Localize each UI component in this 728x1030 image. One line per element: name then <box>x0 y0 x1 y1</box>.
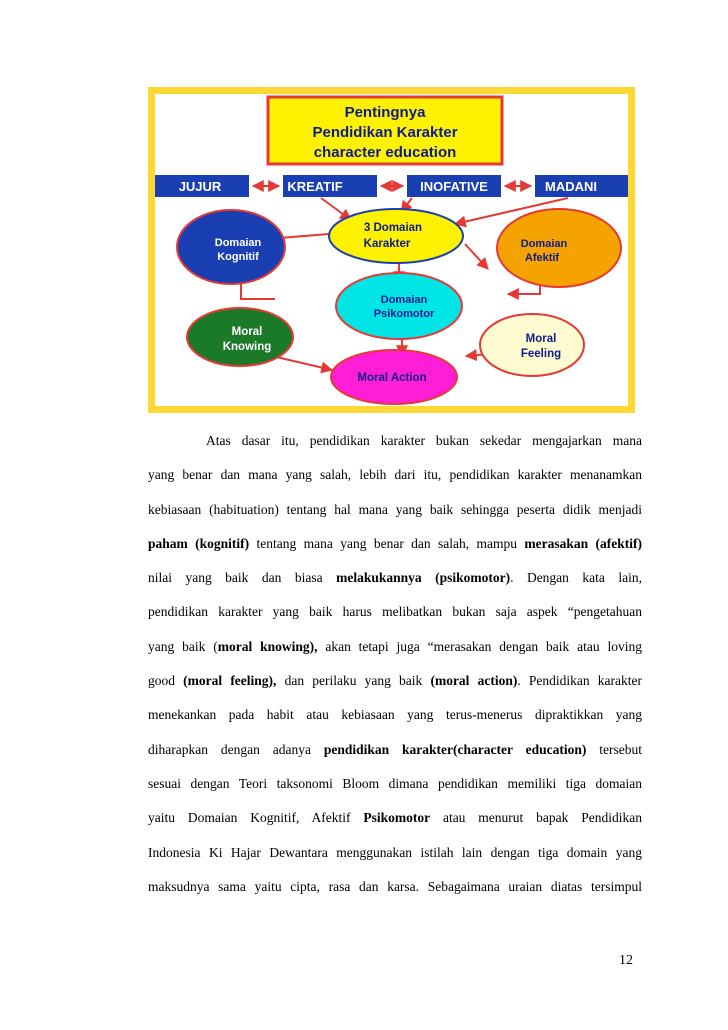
title-line-2: Pendidikan Karakter <box>312 124 458 141</box>
bold-text: pendidikan karakter(character education) <box>323 741 587 757</box>
value-label-kreatif: KREATIF <box>287 179 343 194</box>
text-segment: dan perilaku yang baik <box>276 673 431 689</box>
text-line <box>148 493 642 527</box>
node-psikomotor-line-1: Domaian <box>380 294 428 306</box>
body-paragraph <box>148 424 642 904</box>
node-center-line-1: 3 Domaian <box>363 222 423 234</box>
diagram-canvas <box>155 94 628 406</box>
text-segment: yang baik ( <box>148 638 218 654</box>
text-segment: sesuai dengan Teori taksonomi Bloom dimana pendidikan memiliki tiga domaian <box>148 775 642 791</box>
text-segment: maksudnya sama yaitu cipta, rasa dan karsa. Sebagaimana uraian diatas tersimpul <box>148 878 642 894</box>
text-segment: atau menurut bapak Pendidikan <box>430 810 643 826</box>
text-line <box>148 561 642 595</box>
title-line-3: character education <box>313 144 457 161</box>
bold-text: (moral feeling), <box>183 673 277 689</box>
text-line <box>148 458 642 492</box>
text-line <box>148 527 642 561</box>
node-3-domaian-karakter <box>329 209 463 263</box>
node-knowing-line-2: Knowing <box>222 341 272 353</box>
value-label-jujur: JUJUR <box>178 179 222 194</box>
text-line <box>148 424 642 458</box>
bold-text: merasakan (afektif) <box>524 535 643 551</box>
text-segment: yang benar dan mana yang salah, lebih dari itu, pendidikan karakter menanamkan <box>148 467 642 483</box>
diagram-figure <box>148 87 635 413</box>
text-segment: yaitu Domaian Kognitif, Afektif <box>148 810 364 826</box>
text-line <box>148 664 642 698</box>
bold-text: (moral action) <box>430 673 518 689</box>
bold-text: moral knowing), <box>217 638 318 654</box>
text-segment: Indonesia Ki Hajar Dewantara menggunakan istilah lain dengan tiga domain yang <box>148 844 642 860</box>
text-segment: Atas dasar itu, pendidikan karakter bukan sekedar mengajarkan mana <box>206 433 642 448</box>
text-segment: kebiasaan (habituation) tentang hal mana yang baik sehingga peserta didik menjadi <box>148 501 642 517</box>
text-line <box>148 767 642 801</box>
text-segment: tersebut <box>586 741 642 757</box>
text-line <box>148 836 642 870</box>
node-knowing-line-1: Moral <box>231 326 263 338</box>
node-moral-feeling <box>480 314 584 376</box>
node-afektif-line-1: Domaian <box>520 238 568 250</box>
text-line <box>148 595 642 629</box>
node-action-label: Moral Action <box>357 372 427 384</box>
text-line <box>148 733 642 767</box>
node-afektif-line-2: Afektif <box>524 252 560 264</box>
node-psikomotor-line-2: Psikomotor <box>373 308 435 320</box>
node-kognitif-line-1: Domaian <box>214 237 262 249</box>
page-number: 12 <box>619 953 633 968</box>
text-line <box>148 698 642 732</box>
text-segment: tentang mana yang benar dan salah, mampu <box>249 535 525 551</box>
text-segment: . Dengan kata lain, <box>510 570 642 586</box>
value-label-madani: MADANI <box>545 179 597 194</box>
text-segment: diharapkan dengan adanya <box>148 741 324 757</box>
value-label-inofative: INOFATIVE <box>420 179 488 194</box>
node-feeling-line-2: Feeling <box>520 348 562 360</box>
node-feeling-line-1: Moral <box>525 333 557 345</box>
text-segment: akan tetapi juga “merasakan dengan baik atau loving <box>317 638 643 654</box>
text-line <box>148 630 642 664</box>
bold-text: Psikomotor <box>363 810 431 826</box>
text-segment: pendidikan karakter yang baik harus melibatkan bukan saja aspek “pengetahuan <box>148 604 642 620</box>
text-line <box>148 801 642 835</box>
text-segment: menekankan pada habit atau kebiasaan yang terus-menerus dipraktikkan yang <box>148 707 642 723</box>
text-segment: . Pendidikan karakter <box>517 673 643 689</box>
bold-text: paham (kognitif) <box>148 535 250 551</box>
node-domaian-psikomotor <box>336 273 462 339</box>
node-center-line-2: Karakter <box>363 238 411 250</box>
node-kognitif-line-2: Kognitif <box>217 251 259 263</box>
diagram-svg <box>155 94 628 406</box>
text-segment: nilai yang baik dan biasa <box>148 570 337 586</box>
title-line-1: Pentingnya <box>344 104 426 121</box>
bold-text: melakukannya (psikomotor) <box>336 570 511 586</box>
text-line <box>148 870 642 904</box>
text-segment: good <box>148 673 184 689</box>
